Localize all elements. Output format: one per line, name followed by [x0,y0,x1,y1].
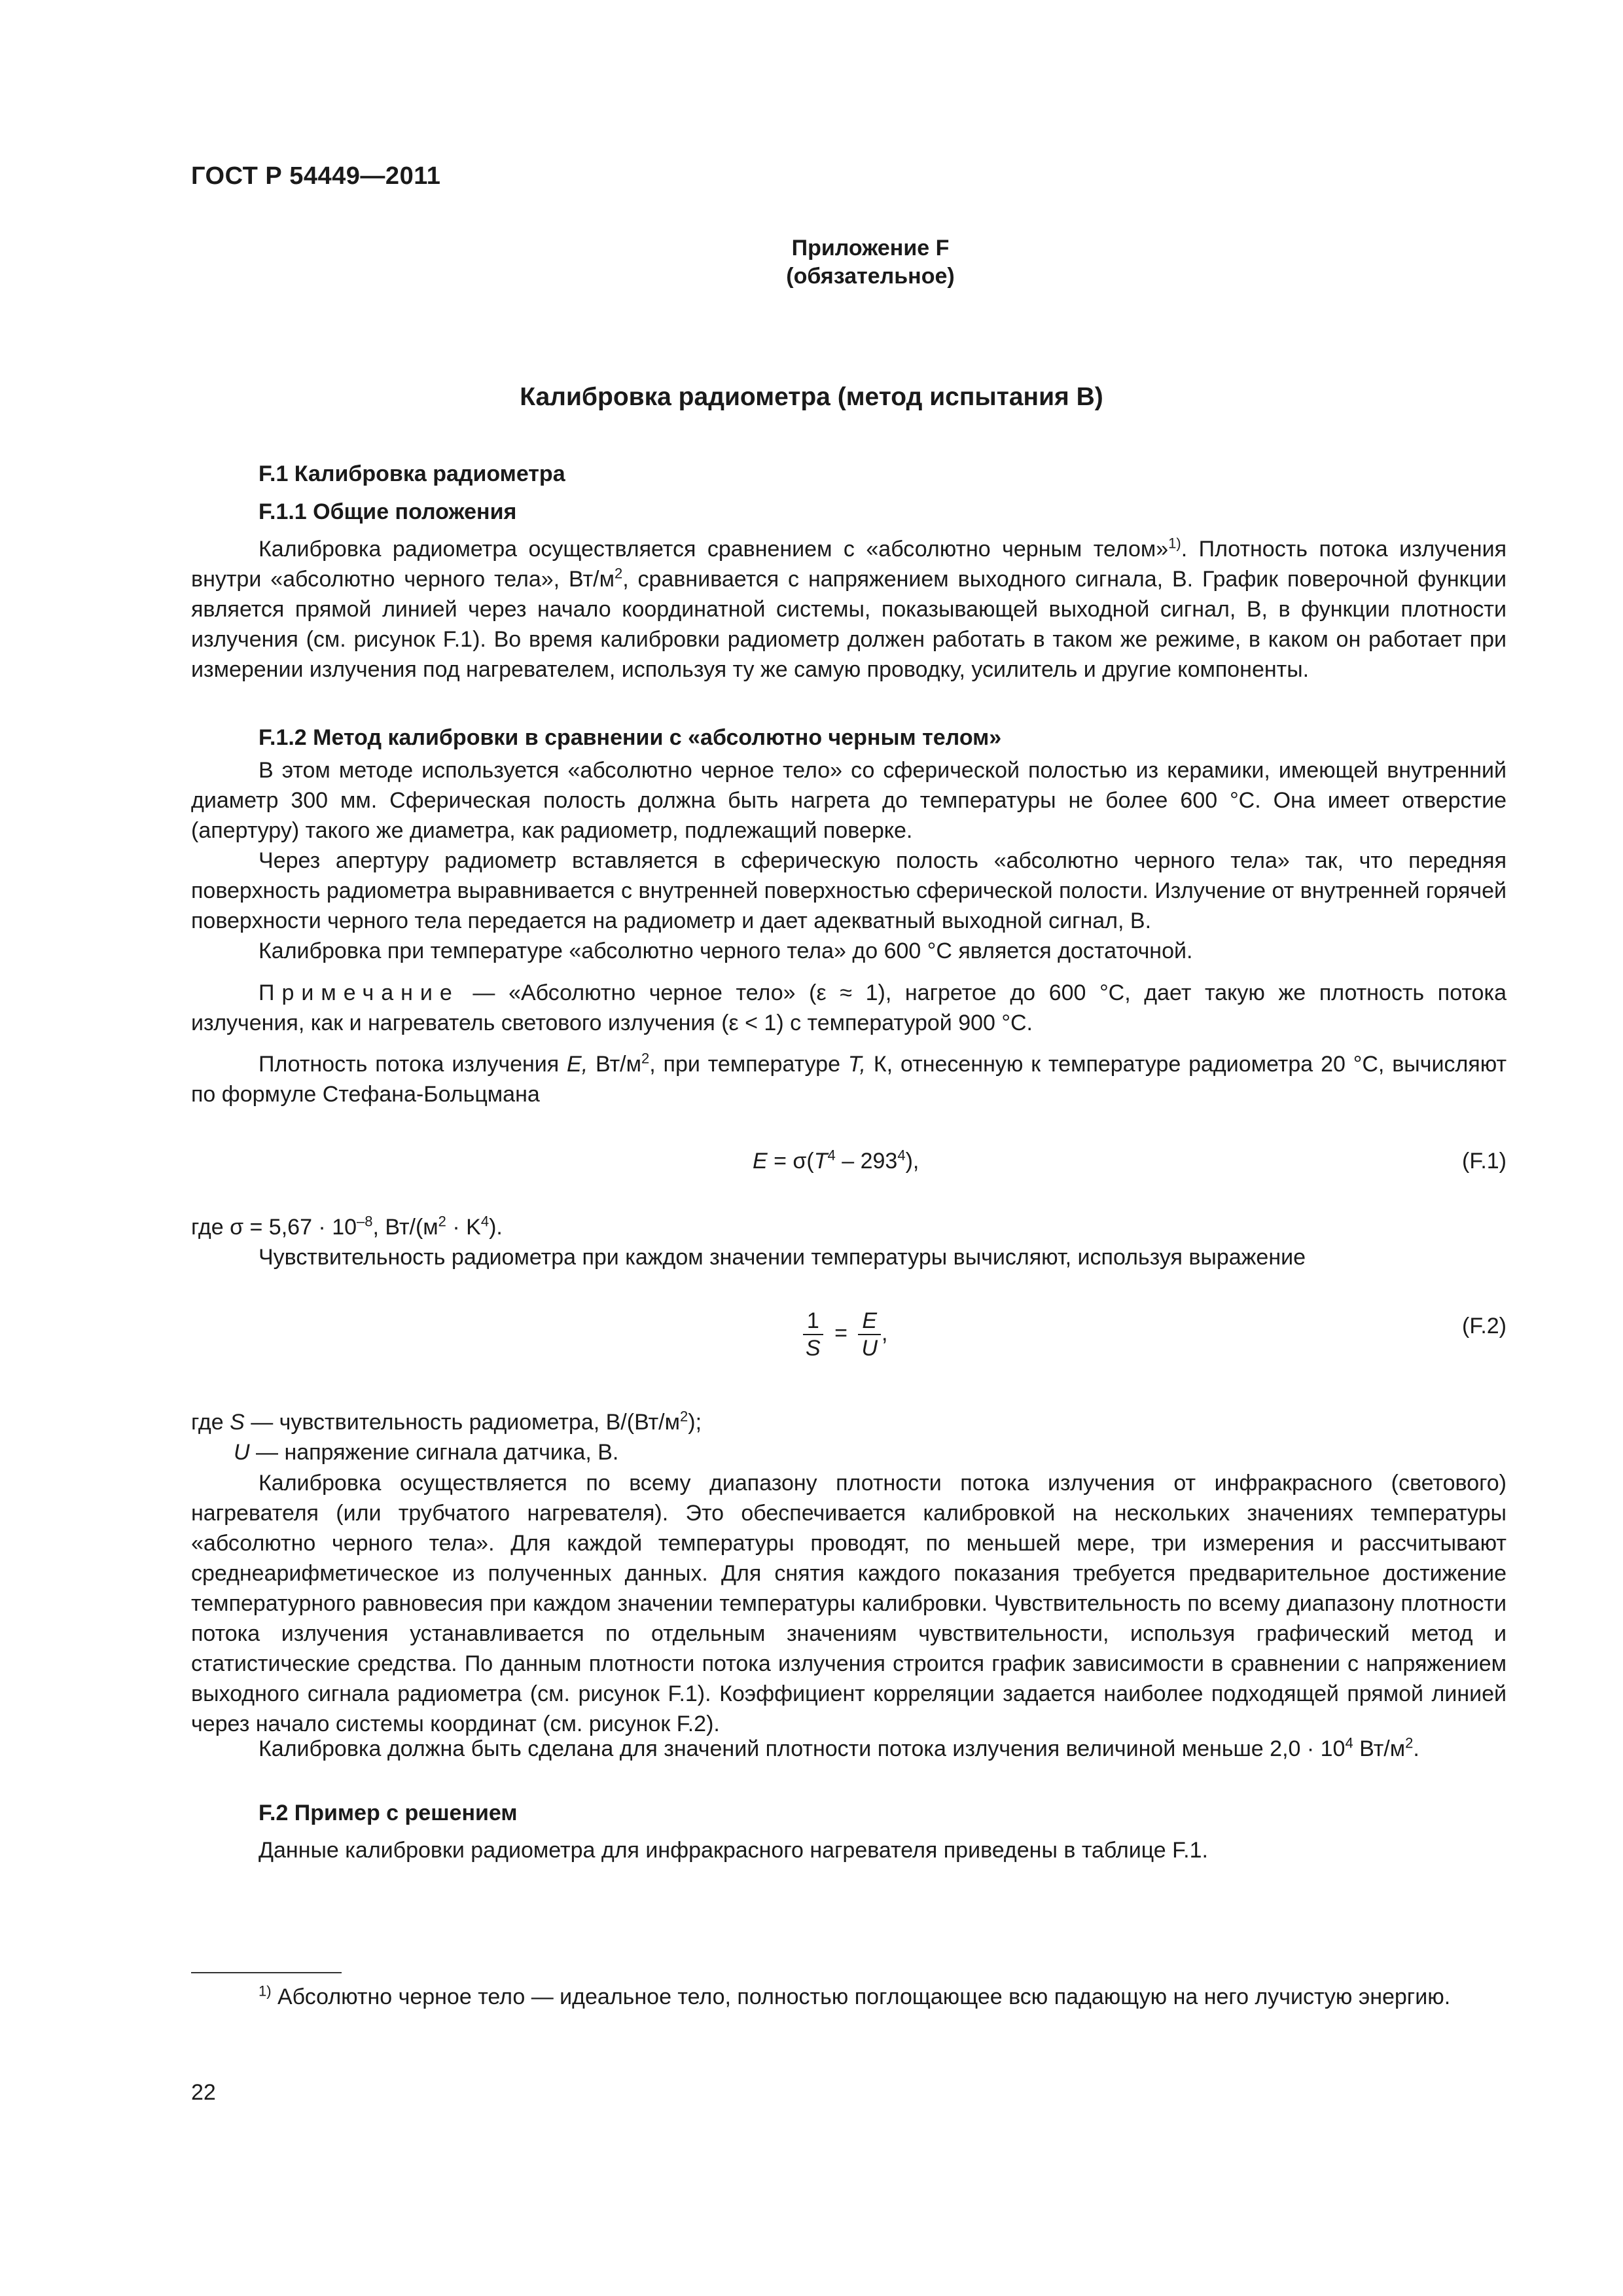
paragraph-flux-density: Плотность потока излучения E, $Вт/м^2$, при температуре T, К, отнесенную к температуре радиометра 20 °С, вычисляют по формуле Стефана-Больцмана [191,1050,1507,1107]
footnote-marker: 1) [259,1982,272,2000]
standard-header: ГОСТ Р 54449—2011 [191,162,441,190]
section-heading-f1: F.1 Калибровка радиометра [259,461,565,486]
section-heading-f12: F.1.2 Метод калибровки в сравнении с «абсолютно черным телом» [259,725,1002,750]
paragraph-sensitivity: Чувствительность радиометра при каждом значении температуры вычисляют, используя выражение [259,1245,1306,1270]
formula-f2: $\frac{1}{S}$ = $\frac{E}{U}$ , [802,1308,887,1361]
footnote-ref: 1) [1168,535,1181,552]
appendix-title: Калибровка радиометра (метод испытания B) [520,383,1103,411]
where-u: U — напряжение сигнала датчика, В. [234,1440,619,1465]
note-paragraph: Примечание — «Абсолютно черное тело» (ε ≈ 1), нагретое до 600 °С, дает такую же плотность потока излучения, как и нагреватель светового излучения (ε < 1) с температурой 900 °С. [191,980,1507,1035]
where-s: где S — чувствительность радиометра, $В/(Вт/м^2)$; [191,1408,702,1435]
paragraph-calibration-temp: Калибровка при температуре «абсолютно черного тела» до 600 °С является достаточной. [259,939,1193,963]
where-sigma: где $\sigma = 5,67 \cdot 10^{-8}$, $Вт/(м^2 \cdot K^4)$. [191,1213,503,1240]
paragraph-aperture: Через апертуру радиометр вставляется в сферическую полость «абсолютно черного тела» так, что передняя поверхность радиометра выравнивается с внутренней поверхностью сферической полости. Излучение от внутренней горячей поверхности черного тела передается на радиометр и дает адекватный выходной сигнал, В. [191,848,1507,933]
paragraph-range: Калибровка осуществляется по всему диапазону плотности потока излучения от инфракрасного (светового) нагревателя (или трубчатого нагревателя). Это обеспечивается калибровкой на нескольких значениях температуры «абсолютно черного тела». Для каждой температуры проводят, по меньшей мере, три измерения и рассчитывают среднеарифметическое из полученных данных. Для снятия каждого показания требуется предварительное достижение температурного равновесия при каждом значении температуры калибровки. Чувствительность по всему диапазону плотности потока излучения устанавливается по отдельным значениям чувствительности, используя графический метод и статистические средства. По данным плотности потока излучения строится график зависимости в сравнении с напряжением выходного сигнала радиометра (см. рисунок F.1). Коэффициент корреляции задается наиболее подходящей прямой линией через начало системы координат (см. рисунок F.2). [191,1471,1507,1736]
note-label: Примечание [259,980,459,1005]
appendix-label: Приложение F [791,236,950,260]
formula-f2-number: (F.2) [1462,1314,1507,1338]
paragraph-method: В этом методе используется «абсолютно черное тело» со сферической полостью из керамики, имеющей внутренний диаметр 300 мм. Сферическая полость должна быть нагрета до температуры не более 600 °С. Она имеет отверстие (апертуру) такого же диаметра, как радиометр, подлежащий поверке. [191,758,1507,843]
paragraph-table-ref: Данные калибровки радиометра для инфракрасного нагревателя приведены в таблице F.1. [259,1838,1208,1863]
paragraph-limit: Калибровка должна быть сделана для значений плотности потока излучения величиной меньше $2,0 \cdot 10^4$ $Вт/м^2$. [259,1734,1419,1761]
footnote: $^{1)}$ Абсолютно черное тело — идеальное тело, полностью поглощающее всю падающую на него лучистую энергию. [259,1982,1451,2009]
paragraph-general: Калибровка радиометра осуществляется сравнением с «абсолютно черным телом»$^{1)}$. Плотность потока излучения внутри «абсолютно черного тела», $Вт/м^2$, сравнивается с напряжением выходного сигнала, В. График поверочной функции является прямой линией через начало координатной системы, показывающей выходной сигнал, В, в функции плотности излучения (см. рисунок F.1). Во время калибровки радиометр должен работать в таком же режиме, в каком он работает при измерении излучения под нагревателем, используя ту же самую проводку, усилитель и другие компоненты. [191,535,1507,682]
formula-f1-number: (F.1) [1462,1149,1507,1174]
section-heading-f2: F.2 Пример с решением [259,1801,518,1825]
section-heading-f11: F.1.1 Общие положения [259,499,517,524]
appendix-status: (обязательное) [786,264,955,289]
page-number: 22 [191,2080,216,2105]
footnote-divider [191,1972,342,1973]
formula-f1: $E = \sigma(T^4 - 293^4)$, [753,1147,919,1174]
